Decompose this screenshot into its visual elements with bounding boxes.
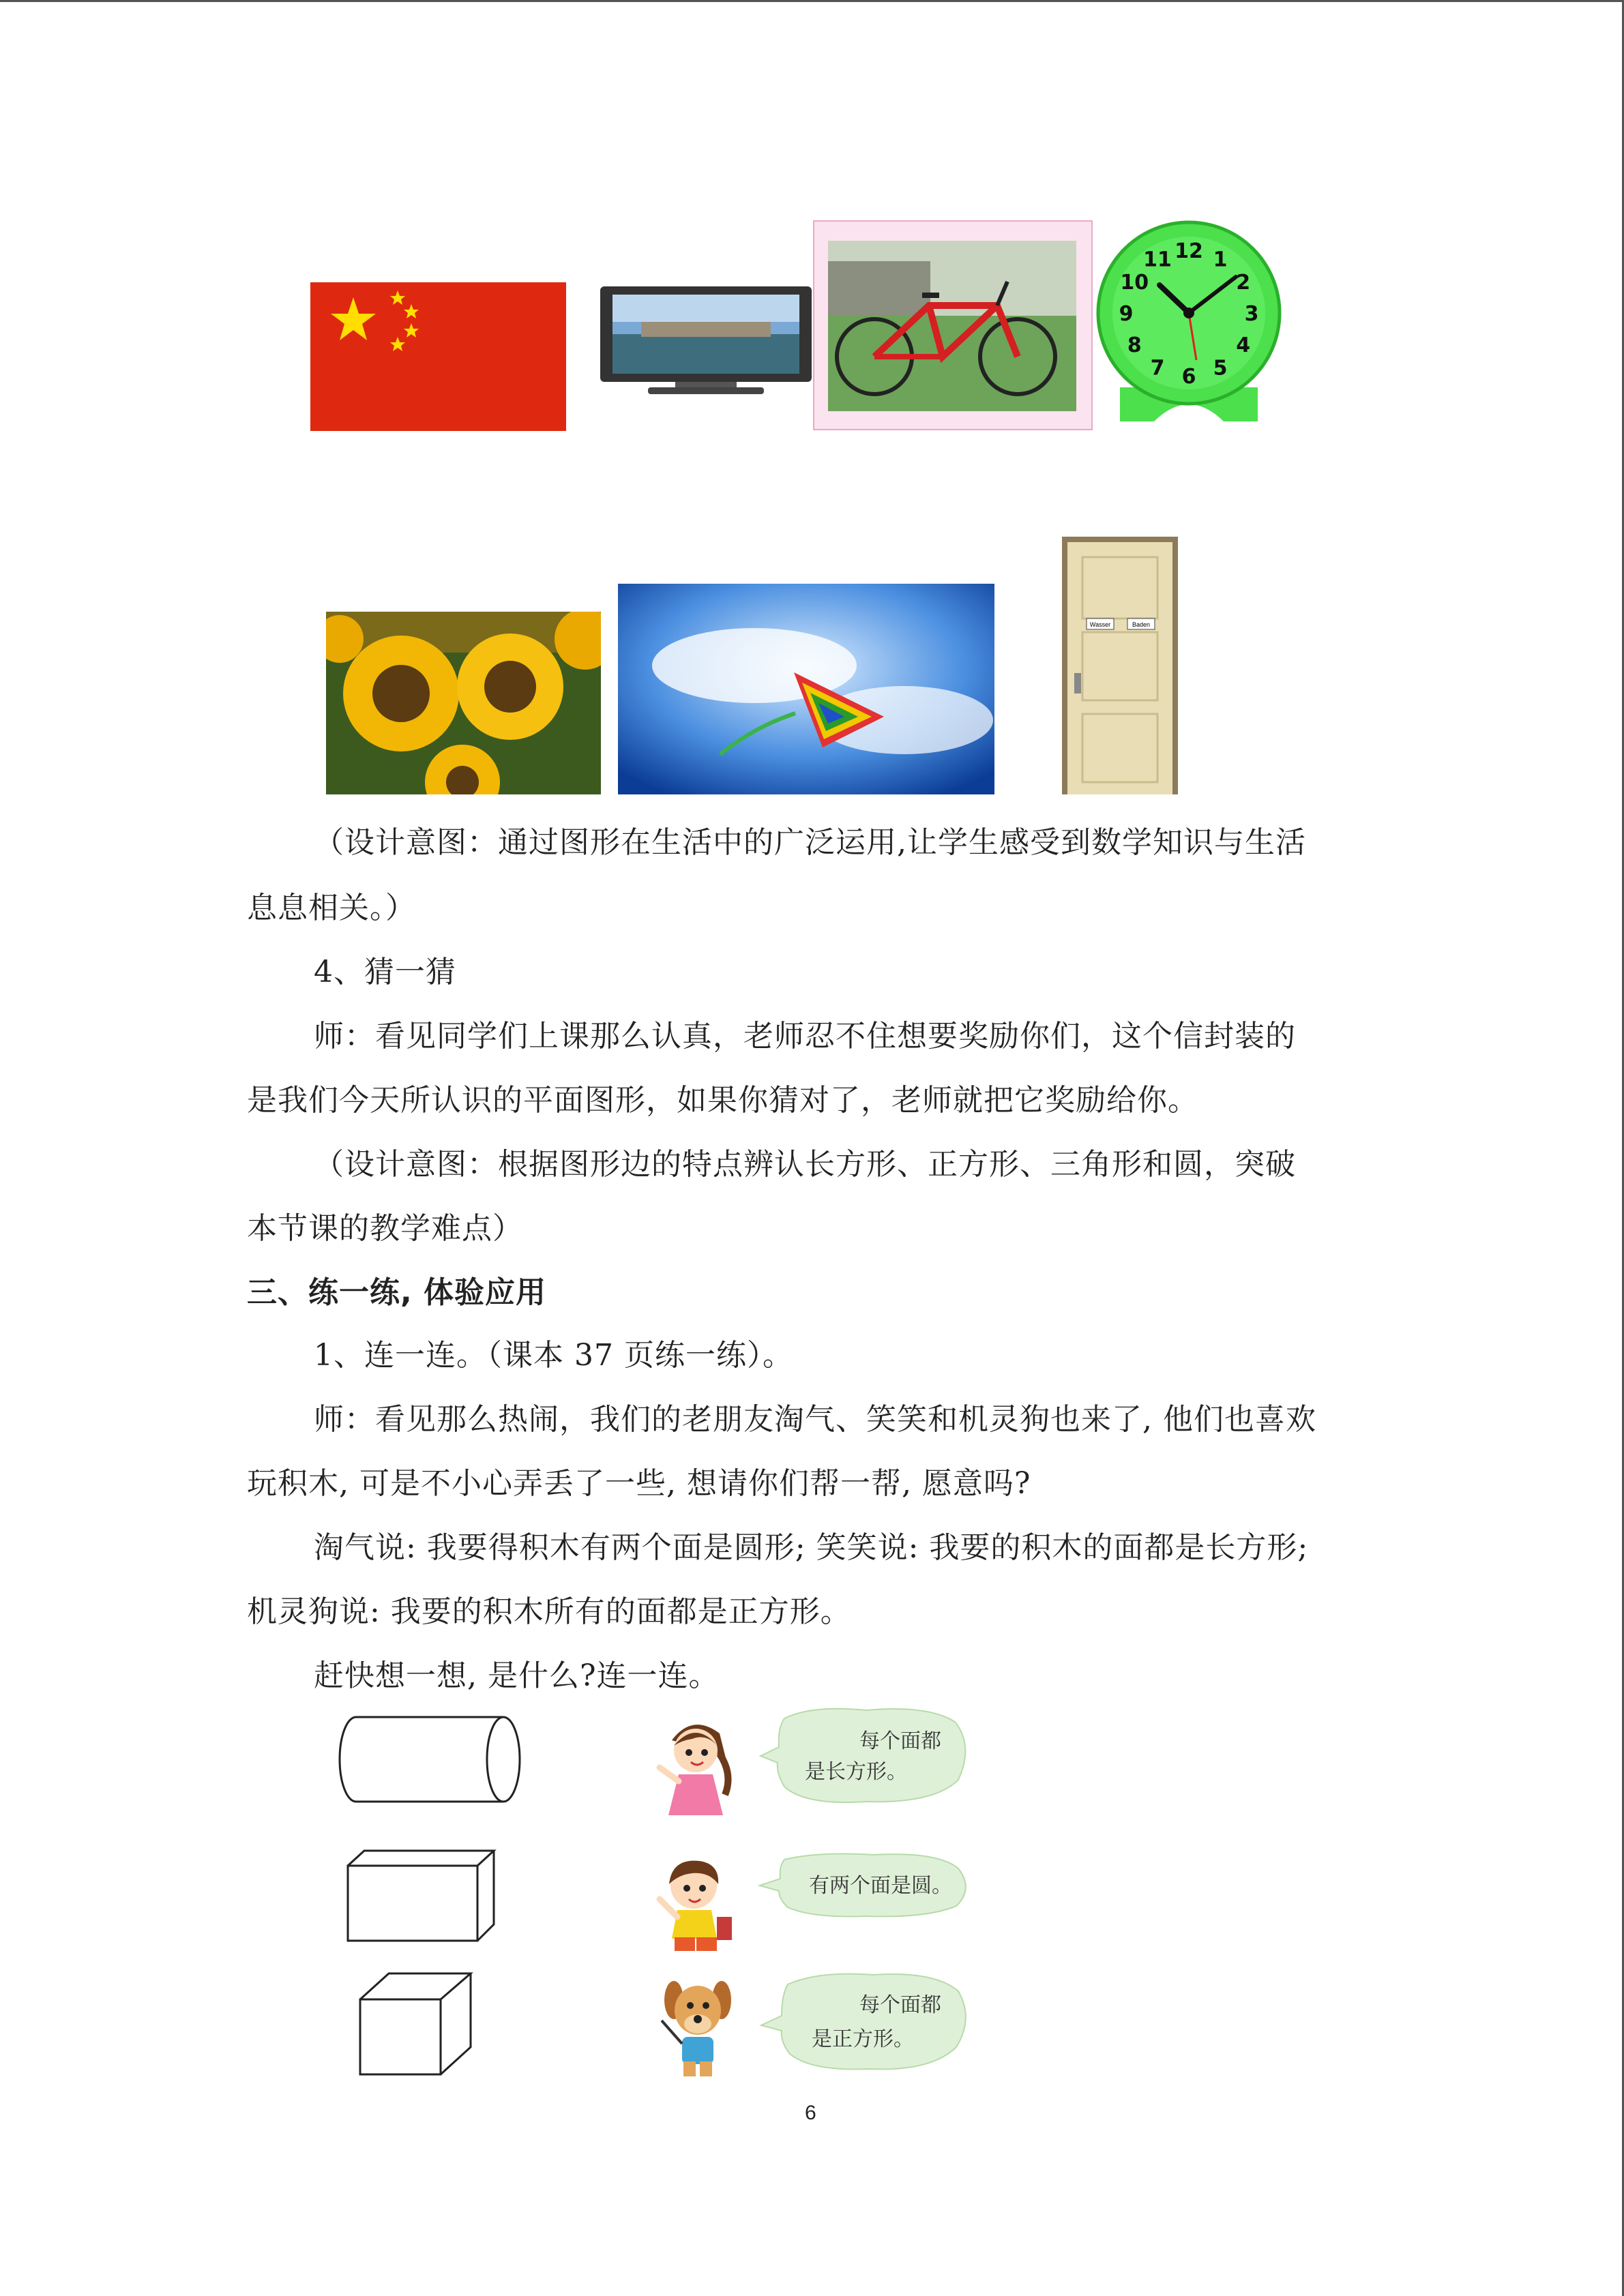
kite-sky-photo — [618, 584, 994, 794]
dog-character — [655, 1973, 740, 2082]
sunflower-2 — [457, 633, 563, 740]
sunflower-photo — [326, 612, 601, 794]
speech-bubble-circle — [757, 1851, 975, 1920]
bubble-girl-line2: 是长方形。 — [805, 1760, 907, 1784]
cube-shape — [357, 1971, 475, 2077]
teacher-2-line-2: 玩积木, 可是不小心弄丢了一些, 想请你们帮一帮, 愿意吗? — [247, 1466, 1031, 1501]
clock-number: 3 — [1244, 302, 1259, 326]
clock-number: 5 — [1213, 356, 1228, 381]
teacher-1-line-1: 师：看见同学们上课那么认真，老师忍不住想要奖励你们，这个信封装的 — [314, 1019, 1296, 1054]
think-prompt: 赶快想一想, 是什么?连一连。 — [314, 1658, 720, 1693]
door-photo — [1062, 537, 1178, 794]
girl-xiaoxiao-character — [651, 1713, 740, 1819]
clock-number: 2 — [1236, 271, 1251, 295]
bubble-girl-line1: 每个面都 — [859, 1729, 941, 1753]
clock-number: 1 — [1213, 248, 1228, 272]
clock-number: 6 — [1181, 365, 1196, 389]
boy-taoqi-character — [651, 1851, 740, 1954]
door-sign-left: Wasser — [1089, 621, 1111, 628]
taoqi-line-2: 机灵狗说: 我要的积木所有的面都是正方形。 — [247, 1594, 851, 1629]
clock-number: 7 — [1150, 356, 1165, 381]
cylinder-shape — [336, 1713, 528, 1806]
teacher-2-line-1: 师：看见那么热闹，我们的老朋友淘气、笑笑和机灵狗也来了, 他们也喜欢 — [314, 1402, 1316, 1437]
clock-number: 12 — [1175, 239, 1203, 263]
design-intent-2-line-2: 本节课的教学难点） — [247, 1211, 523, 1246]
cuboid-shape — [345, 1848, 502, 1943]
page-number: 6 — [805, 2102, 816, 2124]
teacher-1-line-2: 是我们今天所认识的平面图形，如果你猜对了，老师就把它奖励给你。 — [247, 1083, 1198, 1118]
bubble-dog-line2: 是正方形。 — [812, 2027, 914, 2051]
section-three-heading: 三、练一练, 体验应用 — [247, 1275, 547, 1310]
taoqi-line-1: 淘气说: 我要得积木有两个面是圆形; 笑笑说: 我要的积木的面都是长方形; — [314, 1530, 1309, 1565]
design-intent-2-line-1: （设计意图：根据图形边的特点辨认长方形、正方形、三角形和圆，突破 — [314, 1147, 1296, 1182]
chinese-flag-image — [310, 282, 566, 431]
clock-number: 11 — [1143, 248, 1172, 272]
top-border — [0, 0, 1624, 2]
television-image — [600, 286, 812, 396]
clock-number: 10 — [1120, 271, 1149, 295]
design-intent-1-line-2: 息息相关。） — [247, 891, 416, 925]
speech-bubble-square — [757, 1971, 975, 2073]
door-sign-right: Baden — [1132, 621, 1151, 628]
bubble-boy: 有两个面是圆。 — [809, 1874, 952, 1898]
guess-heading: 4、猜一猜 — [314, 955, 456, 989]
speech-bubble-rectangle — [757, 1705, 975, 1807]
bicycle-photo — [813, 220, 1093, 430]
clock-image — [1093, 217, 1285, 434]
connect-heading: 1、连一连。（课本 37 页练一练）。 — [314, 1338, 793, 1373]
sunflower-1 — [343, 636, 459, 751]
clock-number: 9 — [1119, 302, 1134, 326]
clock-number: 4 — [1236, 333, 1251, 357]
design-intent-1-line-1: （设计意图：通过图形在生活中的广泛运用,让学生感受到数学知识与生活 — [314, 825, 1306, 860]
bubble-dog-line1: 每个面都 — [859, 1993, 941, 2017]
clock-number: 8 — [1127, 333, 1142, 357]
